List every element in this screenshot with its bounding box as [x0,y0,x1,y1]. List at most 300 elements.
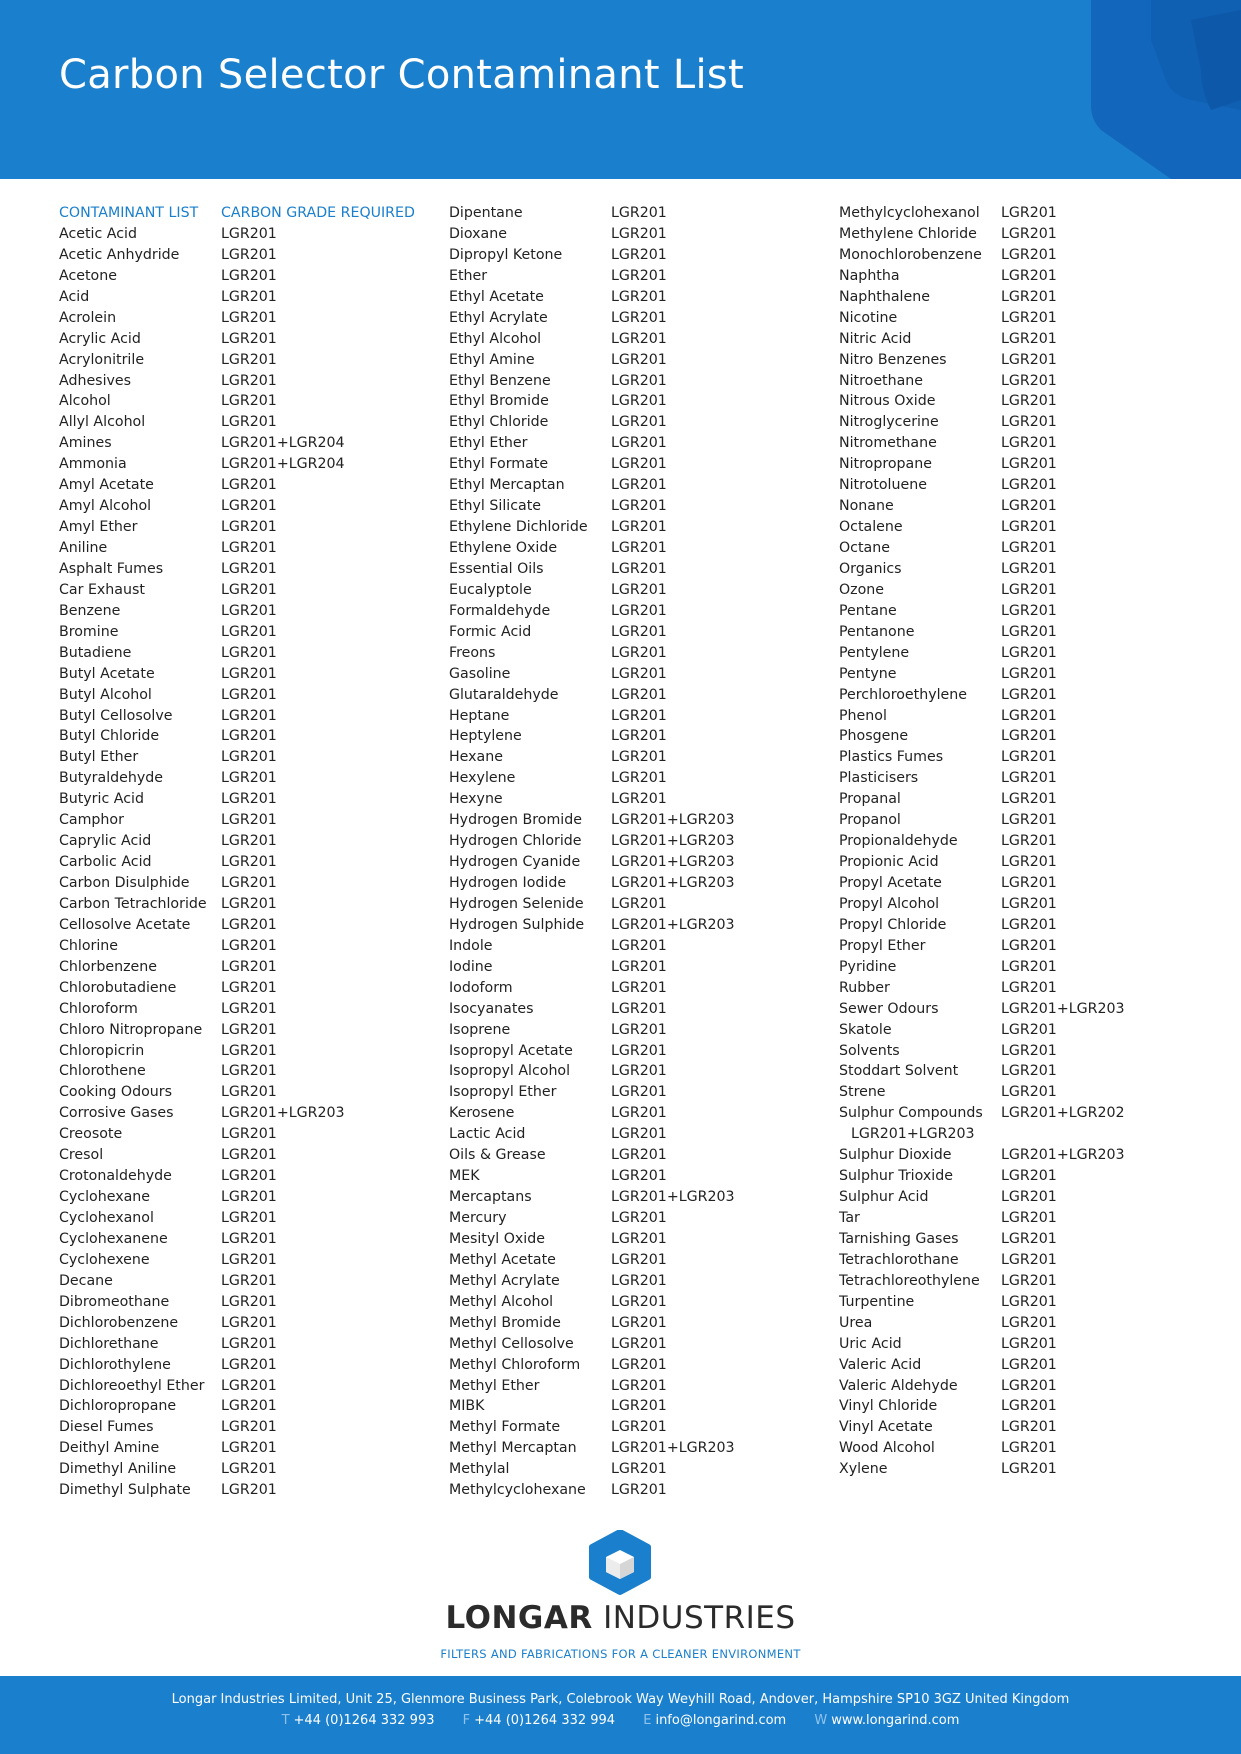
contaminant-name: Ethyl Bromide [449,393,549,410]
contaminant-row [839,1145,1125,1166]
carbon-grade: LGR201+LGR202 [1001,1105,1125,1122]
carbon-grade: LGR201 [1001,1314,1057,1331]
contaminant-name: Lactic Acid [449,1126,526,1143]
carbon-grade: LGR201 [221,749,277,766]
contaminant-row [449,1082,735,1103]
carbon-grade: LGR201 [221,1377,277,1394]
carbon-grade: LGR201 [1001,728,1057,745]
contaminant-row [449,1020,735,1041]
contaminant-row [59,1082,415,1103]
contaminant-row [449,810,735,831]
contaminant-row [59,1187,415,1208]
carbon-grade: LGR201 [611,267,667,284]
contaminant-name: Isopropyl Acetate [449,1042,573,1059]
contaminant-name: Chlorobutadiene [59,979,177,996]
carbon-grade: LGR201 [1001,498,1057,515]
carbon-grade: LGR201 [221,1168,277,1185]
carbon-grade: LGR201 [1001,1251,1057,1268]
contaminant-name: Ethyl Alcohol [449,330,542,347]
contaminant-row [449,747,735,768]
contaminant-name: Dichloreoethyl Ether [59,1377,205,1394]
contaminant-row [449,685,735,706]
carbon-grade: LGR201 [611,414,667,431]
carbon-grade: LGR201 [221,225,277,242]
contaminant-row [59,894,415,915]
carbon-grade: LGR201 [611,1335,667,1352]
carbon-grade: LGR201 [221,812,277,829]
contaminant-row [59,1041,415,1062]
contaminant-name: Mesityl Oxide [449,1230,545,1247]
contaminant-name: Butyric Acid [59,791,144,808]
carbon-grade: LGR201 [221,958,277,975]
contaminant-name: Carbon Tetrachloride [59,895,207,912]
contaminant-row [59,1417,415,1438]
carbon-grade: LGR201 [611,1419,667,1436]
carbon-grade: LGR201 [221,728,277,745]
carbon-grade: LGR201 [221,477,277,494]
carbon-grade: LGR201 [611,1251,667,1268]
carbon-grade: LGR201 [221,1356,277,1373]
contaminant-row [449,329,735,350]
carbon-grade: LGR201 [221,1042,277,1059]
carbon-grade: LGR201 [611,1084,667,1101]
carbon-grade-header: CARBON GRADE REQUIRED [221,205,415,221]
carbon-grade: LGR201+LGR203 [1001,1147,1125,1164]
contaminant-name: Tetrachloreothylene [839,1272,980,1289]
contaminant-name: Plasticisers [839,770,919,787]
contaminant-row [839,412,1125,433]
carbon-grade: LGR201 [611,644,667,661]
contaminant-row [839,1208,1125,1229]
carbon-grade: LGR201 [1001,1419,1057,1436]
carbon-grade: LGR201 [611,351,667,368]
contaminant-name: Butyraldehyde [59,770,164,787]
carbon-grade: LGR201 [221,602,277,619]
carbon-grade: LGR201 [221,351,277,368]
contaminant-name: Turpentine [839,1293,915,1310]
contaminant-row [839,936,1125,957]
contaminant-row [449,1292,735,1313]
contaminant-name: Nitromethane [839,435,937,452]
contaminant-row [59,1334,415,1355]
contaminant-name: Nitrous Oxide [839,393,936,410]
contaminant-row [449,350,735,371]
contaminant-name: Essential Oils [449,560,544,577]
contaminant-row [59,831,415,852]
carbon-grade: LGR201 [611,1126,667,1143]
contaminant-name: Nitropropane [839,456,932,473]
contaminant-name: Acrylic Acid [59,330,141,347]
carbon-grade: LGR201 [611,519,667,536]
contaminant-name: Sulphur Acid [839,1189,929,1206]
carbon-grade: LGR201 [1001,1021,1057,1038]
carbon-grade: LGR201 [1001,644,1057,661]
contaminant-row [59,245,415,266]
carbon-grade: LGR201 [611,1000,667,1017]
contaminant-row [839,664,1125,685]
carbon-grade: LGR201 [611,309,667,326]
contaminant-name: Propanal [839,791,901,808]
website-link[interactable]: W www.longarind.com [814,1713,960,1728]
contaminant-name: Nicotine [839,309,898,326]
carbon-grade: LGR201 [1001,1042,1057,1059]
contaminant-row [59,685,415,706]
contaminant-row [59,810,415,831]
contaminant-name: Methyl Bromide [449,1314,561,1331]
contaminant-row [59,580,415,601]
contaminant-name: Deithyl Amine [59,1440,160,1457]
contaminant-row [839,1417,1125,1438]
contaminant-name: Stoddart Solvent [839,1063,959,1080]
footer-contacts [0,1713,1241,1728]
contaminant-row [839,601,1125,622]
contaminant-name: Iodine [449,958,493,975]
carbon-grade: LGR201+LGR203 [611,875,735,891]
contaminant-name: MIBK [449,1398,485,1415]
contaminant-name: Carbolic Acid [59,854,152,871]
contaminant-name: Valeric Aldehyde [839,1377,958,1394]
contaminant-name: Sulphur Compounds [839,1105,983,1122]
contaminant-name: Octane [839,540,890,556]
contaminant-name: Diesel Fumes [59,1419,154,1436]
contaminant-row [59,1292,415,1313]
contaminant-row [59,1103,415,1124]
contaminant-row [839,957,1125,978]
contaminant-row [449,936,735,957]
carbon-grade: LGR201 [221,309,277,326]
contaminant-row [449,580,735,601]
contaminant-row [449,1229,735,1250]
carbon-grade: LGR201 [221,916,277,933]
carbon-grade: LGR201 [221,623,277,640]
contaminant-row [839,308,1125,329]
carbon-grade: LGR201 [221,1314,277,1331]
contaminant-row [839,831,1125,852]
contaminant-name: Amyl Acetate [59,477,154,494]
carbon-grade: LGR201 [611,1147,667,1164]
carbon-grade: LGR201 [1001,1168,1057,1185]
contaminant-row [59,1166,415,1187]
contaminant-name: Hydrogen Selenide [449,895,584,912]
contaminant-row [839,496,1125,517]
contaminant-row [59,873,415,894]
contaminant-name: Creosote [59,1126,123,1143]
contaminant-row [449,1166,735,1187]
carbon-grade: LGR201 [1001,602,1057,619]
contaminant-row [839,768,1125,789]
carbon-grade: LGR201 [1001,560,1057,577]
contaminant-name: Isocyanates [449,1000,534,1017]
contaminant-name: Butyl Cellosolve [59,707,173,724]
contaminant-name: Iodoform [449,979,513,996]
carbon-grade: LGR201 [1001,707,1057,724]
contaminant-name: Strene [839,1084,886,1101]
carbon-grade: LGR201 [221,560,277,577]
contaminant-name: Tarnishing Gases [839,1230,959,1247]
carbon-grade: LGR201 [611,1210,667,1226]
carbon-grade: LGR201 [1001,1189,1057,1206]
contaminant-name: Ethyl Acetate [449,288,544,305]
contaminant-row [449,1145,735,1166]
contaminant-name: Methylal [449,1461,510,1478]
carbon-grade: LGR201 [221,414,277,431]
carbon-grade: LGR201 [611,1272,667,1289]
contaminant-row [449,224,735,245]
contaminant-row [839,350,1125,371]
carbon-grade: LGR201 [221,1000,277,1017]
contaminant-name: Wood Alcohol [839,1440,935,1457]
contaminant-row [59,1355,415,1376]
carbon-grade: LGR201 [611,330,667,347]
contaminant-row [59,266,415,287]
contaminant-name: Car Exhaust [59,581,145,598]
carbon-grade: LGR201 [611,435,667,452]
contaminant-name: Ether [449,267,488,284]
phone-contact: T +44 (0)1264 332 993 [281,1713,435,1728]
contaminant-name: Pentane [839,602,897,619]
contaminant-name: Skatole [839,1021,892,1038]
contaminant-row [59,706,415,727]
contaminant-name: Nitroglycerine [839,414,939,431]
carbon-grade: LGR201 [1001,958,1057,975]
contaminant-name: Bromine [59,623,119,640]
carbon-grade: LGR201 [611,728,667,745]
contaminant-row [839,873,1125,894]
carbon-grade: LGR201 [221,519,277,536]
carbon-grade: LGR201 [611,1105,667,1122]
contaminant-name: Hydrogen Cyanide [449,854,581,871]
contaminant-name: Methylene Chloride [839,225,977,242]
contaminant-row [839,622,1125,643]
contaminant-row [839,245,1125,266]
contaminant-row [59,999,415,1020]
contaminant-name: Propyl Ether [839,937,926,954]
contaminant-row [59,559,415,580]
contaminant-name: Allyl Alcohol [59,414,146,431]
contaminant-row [449,391,735,412]
carbon-grade: LGR201 [611,393,667,410]
contaminant-name: Mercaptans [449,1189,532,1206]
contaminant-row [59,1271,415,1292]
contaminant-name: Ethyl Benzene [449,372,551,389]
contaminant-name: Butyl Alcohol [59,686,152,703]
contaminant-row [449,308,735,329]
contaminant-row [839,580,1125,601]
carbon-grade: LGR201 [221,246,277,263]
contaminant-row [839,1103,1125,1124]
carbon-grade: LGR201 [1001,1335,1057,1352]
contaminant-name: Urea [839,1314,873,1331]
contaminant-name: Ethyl Formate [449,456,549,473]
contaminant-row [449,978,735,999]
contaminant-name: Nitro Benzenes [839,351,947,368]
contaminant-row [839,1020,1125,1041]
carbon-grade: LGR201 [221,644,277,661]
carbon-grade: LGR201 [1001,1063,1057,1080]
contaminant-row [59,1459,415,1480]
contaminant-name: Chloroform [59,1000,138,1017]
contaminant-list-header: CONTAMINANT LIST [59,205,199,221]
carbon-grade: LGR201 [1001,1461,1057,1478]
contaminant-name: Nitrotoluene [839,477,927,494]
contaminant-row [449,412,735,433]
contaminant-row [449,706,735,727]
contaminant-row [839,1292,1125,1313]
contaminant-name: Plastics Fumes [839,749,944,766]
carbon-grade: LGR201 [221,875,277,891]
carbon-grade: LGR201 [221,393,277,410]
contaminant-name: Nonane [839,498,894,515]
contaminant-row [59,957,415,978]
contaminant-name: Cyclohexanol [59,1210,154,1226]
contaminant-name: Cyclohexanene [59,1230,168,1247]
contaminant-row [59,391,415,412]
contaminant-name: Ethyl Ether [449,435,528,452]
grade-continuation: LGR201+LGR203 [851,1126,975,1143]
contaminant-name: Ethylene Oxide [449,540,558,556]
contaminant-row [839,1187,1125,1208]
contaminant-row [59,1020,415,1041]
contaminant-row [839,287,1125,308]
carbon-grade: LGR201 [611,895,667,912]
carbon-grade: LGR201+LGR203 [611,833,735,850]
contaminant-row [59,433,415,454]
contaminant-row [449,999,735,1020]
contaminant-name: Organics [839,560,902,577]
contaminant-name: Acid [59,288,90,305]
contaminant-row [449,1459,735,1480]
contaminant-row [59,371,415,392]
carbon-grade: LGR201 [1001,288,1057,305]
carbon-grade: LGR201 [611,1021,667,1038]
carbon-grade: LGR201 [1001,1356,1057,1373]
carbon-grade: LGR201 [221,540,277,556]
carbon-grade: LGR201 [221,288,277,305]
contaminant-name: Butadiene [59,644,132,661]
contaminant-name: Hexyne [449,791,503,808]
contaminant-name: Dimethyl Sulphate [59,1482,191,1499]
carbon-grade: LGR201 [221,854,277,871]
carbon-grade: LGR201 [1001,1398,1057,1415]
carbon-grade: LGR201 [221,1126,277,1143]
contaminant-row [839,224,1125,245]
contaminant-row [839,391,1125,412]
carbon-grade: LGR201 [1001,854,1057,871]
carbon-grade: LGR201 [611,1168,667,1185]
contaminant-name: Methylcyclohexane [449,1482,586,1499]
carbon-grade: LGR201 [1001,791,1057,808]
contaminant-row [839,475,1125,496]
contaminant-row [839,1041,1125,1062]
contaminant-name: Decane [59,1272,113,1289]
contaminant-name: Indole [449,937,493,954]
hexagon-cube-icon [584,1530,656,1596]
contaminant-row [449,622,735,643]
contaminant-name: Chlorine [59,937,119,954]
carbon-grade: LGR201 [221,1293,277,1310]
contaminant-name: Ethyl Chloride [449,414,549,431]
contaminant-row [449,266,735,287]
contaminant-name: Cellosolve Acetate [59,916,191,933]
contaminant-row [449,496,735,517]
contaminant-name: Oils & Grease [449,1147,546,1164]
carbon-grade: LGR201 [221,833,277,850]
contaminant-name: Perchloroethylene [839,686,967,703]
contaminant-name: Acetone [59,267,117,284]
contaminant-name: Methyl Formate [449,1419,561,1436]
contaminant-row [839,433,1125,454]
contaminant-name: Formaldehyde [449,602,551,619]
contaminant-row [59,768,415,789]
carbon-grade: LGR201 [221,791,277,808]
contaminant-row [839,266,1125,287]
carbon-grade: LGR201 [221,665,277,682]
contaminant-row [59,350,415,371]
column-header-row [59,203,415,224]
contaminant-name: Monochlorobenzene [839,246,982,263]
contaminant-name: Caprylic Acid [59,833,152,850]
contaminant-row [59,496,415,517]
contaminant-row [449,371,735,392]
contaminant-row [59,1145,415,1166]
contaminant-row [59,747,415,768]
carbon-grade: LGR201 [1001,205,1057,221]
contaminant-name: Acrolein [59,309,117,326]
carbon-grade: LGR201 [1001,895,1057,912]
email-link[interactable]: E info@longarind.com [643,1713,787,1728]
carbon-grade: LGR201 [1001,979,1057,996]
contaminant-name: Rubber [839,979,890,996]
contaminant-row [59,978,415,999]
carbon-grade: LGR201 [1001,393,1057,410]
fax-contact: F +44 (0)1264 332 994 [462,1713,616,1728]
contaminant-name: Amyl Ether [59,519,138,536]
contaminant-name: Ethyl Acrylate [449,309,548,326]
contaminant-row [839,915,1125,936]
contaminant-row [59,329,415,350]
contaminant-name: Kerosene [449,1105,515,1122]
carbon-grade: LGR201 [221,1084,277,1101]
carbon-grade: LGR201 [1001,351,1057,368]
carbon-grade: LGR201 [611,1042,667,1059]
contaminant-row [59,1376,415,1397]
contaminant-name: Acrylonitrile [59,351,145,368]
contaminant-name: Methyl Alcohol [449,1293,554,1310]
contaminant-row [839,1313,1125,1334]
contaminant-row [449,287,735,308]
contaminant-name: Mercury [449,1210,507,1226]
contaminant-row [449,915,735,936]
contaminant-row [449,1208,735,1229]
contaminant-row [449,1480,735,1501]
contaminant-row [59,1250,415,1271]
contaminant-row [839,1376,1125,1397]
contaminant-name: Propyl Alcohol [839,895,940,912]
contaminant-name: Amines [59,435,112,452]
contaminant-name: Acetic Anhydride [59,246,180,263]
contaminant-name: Benzene [59,602,121,619]
contaminant-row [59,1438,415,1459]
carbon-grade: LGR201 [611,205,667,221]
contaminant-row [59,1208,415,1229]
carbon-grade: LGR201 [1001,519,1057,536]
contaminant-name: Methyl Chloroform [449,1356,581,1373]
carbon-grade: LGR201 [221,1272,277,1289]
carbon-grade: LGR201 [1001,540,1057,556]
contaminant-name: Sulphur Dioxide [839,1147,952,1164]
contaminant-name: Valeric Acid [839,1356,922,1373]
contaminant-name: Gasoline [449,665,511,682]
